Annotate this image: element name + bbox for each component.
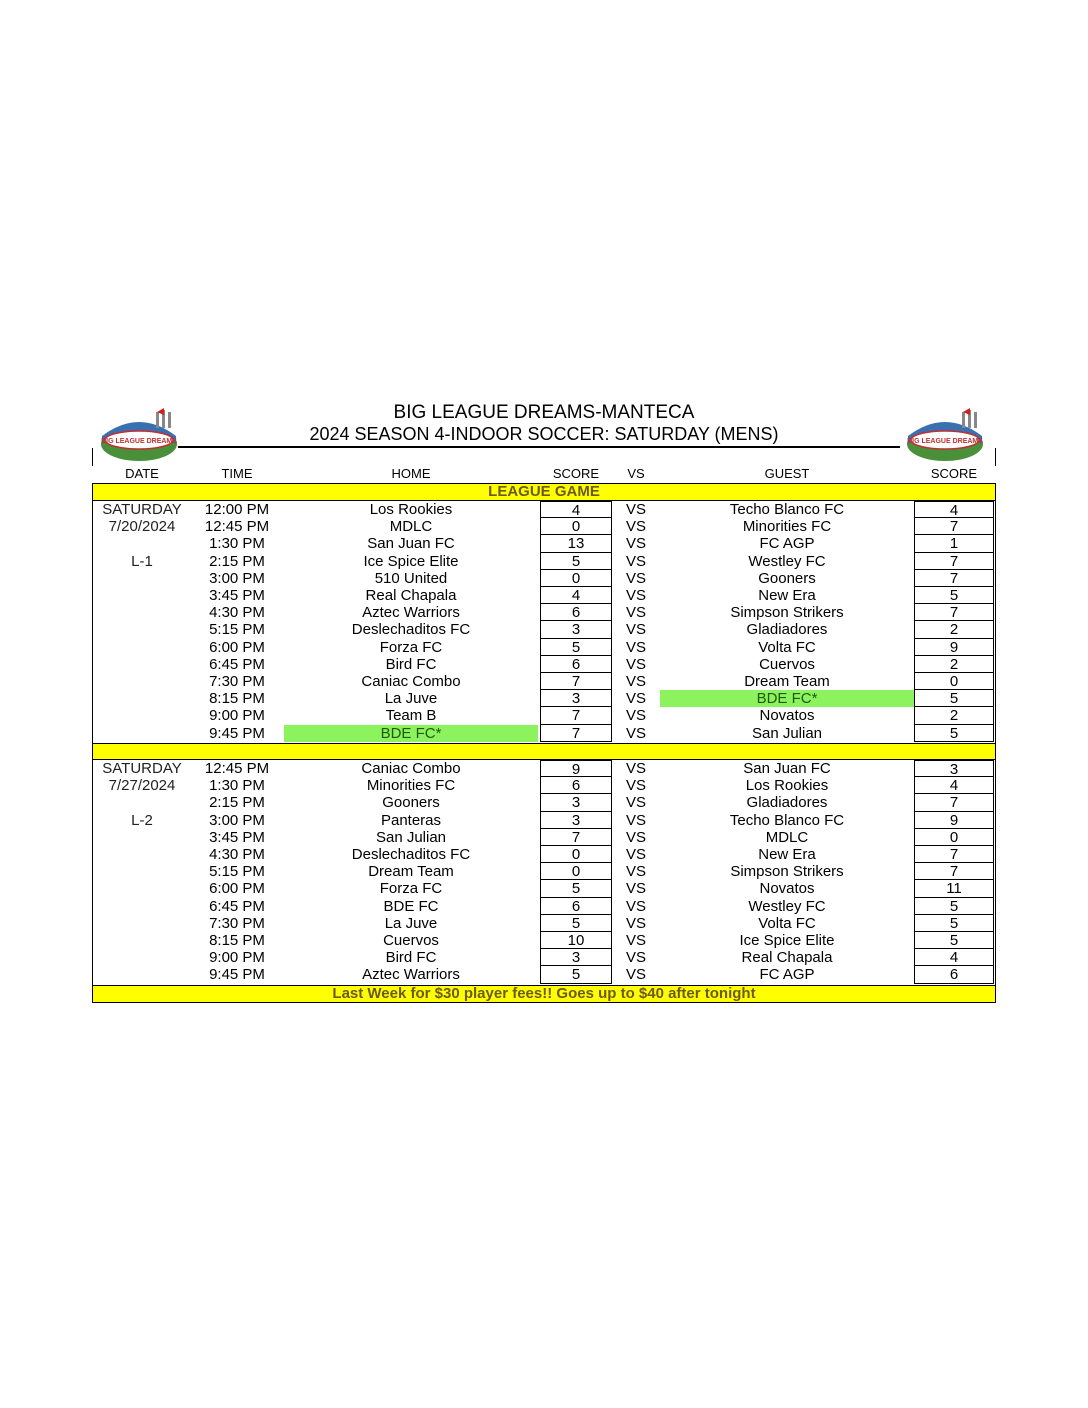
guest-team: Volta FC bbox=[758, 914, 816, 932]
vs-label: VS bbox=[625, 518, 646, 536]
table-row bbox=[92, 880, 996, 897]
date-cell bbox=[92, 604, 192, 621]
guest-score: 7 bbox=[914, 604, 994, 621]
home-team: Minorities FC bbox=[366, 777, 456, 795]
vs-label: VS bbox=[625, 949, 646, 967]
home-team: San Juan FC bbox=[367, 535, 455, 553]
vs-label: VS bbox=[625, 777, 646, 795]
home-score: 7 bbox=[540, 725, 612, 742]
vs-label: VS bbox=[625, 794, 646, 812]
home-score: 7 bbox=[540, 673, 612, 690]
guest-score: 7 bbox=[914, 846, 994, 863]
home-team: Deslechaditos FC bbox=[351, 621, 471, 639]
guest-team: Simpson Strikers bbox=[730, 604, 844, 622]
guest-score: 4 bbox=[914, 949, 994, 966]
date-cell bbox=[92, 621, 192, 638]
vs-label: VS bbox=[625, 880, 646, 898]
col-vs: VS bbox=[627, 466, 645, 481]
home-score: 0 bbox=[540, 570, 612, 587]
home-score: 7 bbox=[540, 707, 612, 724]
home-score: 5 bbox=[540, 880, 612, 897]
guest-team: Dream Team bbox=[744, 673, 830, 690]
date-cell bbox=[92, 725, 192, 742]
home-team: Real Chapala bbox=[365, 587, 457, 604]
home-score: 5 bbox=[540, 639, 612, 656]
col-guest-score: SCORE bbox=[930, 466, 978, 481]
date-cell bbox=[92, 535, 192, 552]
guest-team: Gooners bbox=[758, 569, 816, 587]
game-time: 5:15 PM bbox=[209, 863, 265, 881]
guest-team: Gladiadores bbox=[746, 621, 828, 639]
game-time: 2:15 PM bbox=[209, 794, 265, 812]
game-time: 6:45 PM bbox=[209, 655, 265, 673]
table-row bbox=[92, 794, 996, 811]
page-subtitle: 2024 SEASON 4-INDOOR SOCCER: SATURDAY (MENS) bbox=[309, 424, 779, 444]
vs-label: VS bbox=[625, 673, 646, 690]
table-row bbox=[92, 518, 996, 535]
date-cell bbox=[92, 846, 192, 863]
home-score: 5 bbox=[540, 915, 612, 932]
home-team: Aztec Warriors bbox=[362, 604, 460, 622]
date-label: 7/20/2024 bbox=[108, 518, 176, 536]
date-cell bbox=[92, 949, 192, 966]
table-row bbox=[92, 707, 996, 724]
table-frame-top bbox=[92, 448, 996, 466]
home-score: 3 bbox=[540, 690, 612, 707]
game-time: 3:45 PM bbox=[209, 587, 265, 604]
vs-label: VS bbox=[625, 569, 646, 587]
guest-score: 5 bbox=[914, 587, 994, 604]
guest-score: 5 bbox=[914, 932, 994, 949]
date-cell bbox=[92, 932, 192, 949]
home-team: BDE FC* bbox=[284, 725, 538, 742]
guest-score: 7 bbox=[914, 553, 994, 570]
table-row bbox=[92, 501, 996, 518]
game-time: 7:30 PM bbox=[209, 914, 265, 932]
date-cell bbox=[92, 707, 192, 724]
guest-team: MDLC bbox=[765, 828, 809, 846]
guest-team: New Era bbox=[758, 846, 816, 863]
date-cell bbox=[92, 690, 192, 707]
vs-label: VS bbox=[625, 897, 646, 915]
guest-team: Westley FC bbox=[748, 897, 826, 915]
home-team: Team B bbox=[385, 707, 437, 725]
guest-team: San Julian bbox=[751, 724, 823, 742]
guest-score: 3 bbox=[914, 760, 994, 777]
home-score: 6 bbox=[540, 898, 612, 915]
home-team: Bird FC bbox=[385, 655, 437, 673]
guest-team: BDE FC* bbox=[660, 690, 914, 707]
guest-team: Simpson Strikers bbox=[730, 863, 844, 881]
home-score: 6 bbox=[540, 604, 612, 621]
guest-score: 7 bbox=[914, 570, 994, 587]
home-score: 0 bbox=[540, 846, 612, 863]
guest-team: FC AGP bbox=[759, 966, 815, 984]
home-score: 0 bbox=[540, 863, 612, 880]
guest-team: Cuervos bbox=[759, 655, 815, 673]
week-separator bbox=[92, 743, 996, 760]
guest-team: Novatos bbox=[759, 707, 815, 725]
game-time: 4:30 PM bbox=[209, 846, 265, 863]
home-team: BDE FC bbox=[383, 897, 439, 915]
game-time: 12:45 PM bbox=[204, 760, 270, 777]
guest-team: New Era bbox=[758, 587, 816, 604]
guest-score: 9 bbox=[914, 639, 994, 656]
guest-team: Ice Spice Elite bbox=[739, 932, 835, 949]
day-label: SATURDAY bbox=[102, 501, 182, 518]
home-team: Forza FC bbox=[379, 880, 443, 898]
game-time: 2:15 PM bbox=[209, 552, 265, 570]
home-team: Dream Team bbox=[368, 863, 454, 881]
game-time: 12:00 PM bbox=[204, 501, 270, 518]
home-team: La Juve bbox=[384, 914, 438, 932]
guest-score: 7 bbox=[914, 863, 994, 880]
date-cell bbox=[92, 880, 192, 897]
home-team: Cuervos bbox=[383, 932, 439, 949]
table-row bbox=[92, 966, 996, 983]
guest-score: 1 bbox=[914, 535, 994, 552]
date-cell bbox=[92, 829, 192, 846]
svg-text:BIG LEAGUE DREAMS: BIG LEAGUE DREAMS bbox=[907, 438, 983, 445]
league-label: L-1 bbox=[131, 552, 153, 570]
col-home-score: SCORE bbox=[552, 466, 600, 481]
guest-team: Minorities FC bbox=[742, 518, 832, 536]
guest-team: Techo Blanco FC bbox=[729, 811, 845, 829]
table-row bbox=[92, 553, 996, 570]
home-team: Panteras bbox=[380, 811, 442, 829]
home-team: Ice Spice Elite bbox=[363, 552, 459, 570]
date-cell bbox=[92, 794, 192, 811]
game-time: 6:00 PM bbox=[209, 638, 265, 656]
date-cell bbox=[92, 966, 192, 983]
guest-score: 5 bbox=[914, 690, 994, 707]
home-score: 3 bbox=[540, 812, 612, 829]
game-time: 9:00 PM bbox=[209, 949, 265, 967]
home-team: La Juve bbox=[384, 690, 438, 708]
guest-score: 5 bbox=[914, 915, 994, 932]
table-row bbox=[92, 812, 996, 829]
vs-label: VS bbox=[625, 655, 646, 673]
home-score: 13 bbox=[540, 535, 612, 552]
vs-label: VS bbox=[625, 501, 646, 518]
game-time: 7:30 PM bbox=[209, 673, 265, 690]
vs-label: VS bbox=[625, 932, 646, 949]
game-time: 1:30 PM bbox=[209, 535, 265, 553]
guest-team: Los Rookies bbox=[745, 777, 829, 795]
table-row bbox=[92, 656, 996, 673]
game-time: 8:15 PM bbox=[209, 932, 265, 949]
game-time: 9:45 PM bbox=[209, 724, 265, 742]
home-score: 6 bbox=[540, 777, 612, 794]
table-row bbox=[92, 846, 996, 863]
home-score: 3 bbox=[540, 794, 612, 811]
home-score: 5 bbox=[540, 553, 612, 570]
vs-label: VS bbox=[625, 552, 646, 570]
table-row bbox=[92, 535, 996, 552]
home-team: Los Rookies bbox=[369, 501, 453, 518]
date-cell bbox=[92, 898, 192, 915]
guest-score: 2 bbox=[914, 656, 994, 673]
date-cell bbox=[92, 863, 192, 880]
home-score: 6 bbox=[540, 656, 612, 673]
col-guest: GUEST bbox=[764, 466, 810, 481]
table-row bbox=[92, 725, 996, 742]
table-row bbox=[92, 915, 996, 932]
vs-label: VS bbox=[625, 966, 646, 984]
game-time: 6:00 PM bbox=[209, 880, 265, 898]
home-score: 9 bbox=[540, 760, 612, 777]
table-row bbox=[92, 690, 996, 707]
home-team: Caniac Combo bbox=[361, 673, 461, 690]
col-time: TIME bbox=[221, 466, 253, 481]
league-label: L-2 bbox=[131, 811, 153, 829]
home-team: Forza FC bbox=[379, 638, 443, 656]
guest-score: 6 bbox=[914, 966, 994, 983]
guest-score: 0 bbox=[914, 673, 994, 690]
guest-team: Westley FC bbox=[748, 552, 826, 570]
home-score: 4 bbox=[540, 587, 612, 604]
vs-label: VS bbox=[625, 621, 646, 639]
guest-team: Techo Blanco FC bbox=[729, 501, 845, 518]
svg-text:BIG LEAGUE DREAMS: BIG LEAGUE DREAMS bbox=[101, 438, 177, 445]
table-row bbox=[92, 639, 996, 656]
game-time: 8:15 PM bbox=[209, 690, 265, 708]
table-row bbox=[92, 829, 996, 846]
table-row bbox=[92, 604, 996, 621]
home-score: 3 bbox=[540, 621, 612, 638]
vs-label: VS bbox=[625, 846, 646, 863]
home-team: San Julian bbox=[375, 828, 447, 846]
date-cell bbox=[92, 915, 192, 932]
col-home: HOME bbox=[391, 466, 431, 481]
guest-team: Novatos bbox=[759, 880, 815, 898]
vs-label: VS bbox=[625, 587, 646, 604]
vs-label: VS bbox=[625, 760, 646, 777]
date-cell bbox=[92, 673, 192, 690]
home-team: Deslechaditos FC bbox=[351, 846, 471, 863]
table-row bbox=[92, 898, 996, 915]
guest-score: 7 bbox=[914, 518, 994, 535]
home-team: Caniac Combo bbox=[361, 760, 461, 777]
game-time: 6:45 PM bbox=[209, 897, 265, 915]
guest-score: 11 bbox=[914, 880, 994, 897]
guest-score: 0 bbox=[914, 829, 994, 846]
guest-team: FC AGP bbox=[759, 535, 815, 553]
guest-score: 5 bbox=[914, 898, 994, 915]
table-row bbox=[92, 673, 996, 690]
page-title: BIG LEAGUE DREAMS-MANTECA bbox=[393, 402, 695, 423]
home-team: Gooners bbox=[382, 794, 440, 812]
home-score: 4 bbox=[540, 501, 612, 518]
guest-score: 5 bbox=[914, 725, 994, 742]
game-time: 1:30 PM bbox=[209, 777, 265, 795]
guest-score: 4 bbox=[914, 501, 994, 518]
home-team: 510 United bbox=[374, 569, 448, 587]
game-time: 3:45 PM bbox=[209, 828, 265, 846]
game-time: 12:45 PM bbox=[204, 518, 270, 536]
home-score: 10 bbox=[540, 932, 612, 949]
vs-label: VS bbox=[625, 690, 646, 708]
guest-score: 2 bbox=[914, 621, 994, 638]
vs-label: VS bbox=[625, 535, 646, 553]
footer-note: Last Week for $30 player fees!! Goes up to $40 after tonight bbox=[92, 985, 996, 1003]
game-time: 9:45 PM bbox=[209, 966, 265, 984]
guest-team: San Juan FC bbox=[743, 760, 831, 777]
vs-label: VS bbox=[625, 863, 646, 881]
table-row bbox=[92, 760, 996, 777]
table-row bbox=[92, 777, 996, 794]
game-time: 9:00 PM bbox=[209, 707, 265, 725]
guest-team: Volta FC bbox=[758, 638, 816, 656]
vs-label: VS bbox=[625, 604, 646, 622]
vs-label: VS bbox=[625, 914, 646, 932]
home-team: MDLC bbox=[389, 518, 433, 536]
vs-label: VS bbox=[625, 638, 646, 656]
col-date: DATE bbox=[125, 466, 159, 481]
vs-label: VS bbox=[625, 724, 646, 742]
date-cell bbox=[92, 639, 192, 656]
home-team: Aztec Warriors bbox=[362, 966, 460, 984]
game-time: 5:15 PM bbox=[209, 621, 265, 639]
guest-team: Real Chapala bbox=[741, 949, 833, 967]
column-headers bbox=[92, 466, 996, 482]
vs-label: VS bbox=[625, 707, 646, 725]
game-time: 3:00 PM bbox=[209, 811, 265, 829]
table-row bbox=[92, 570, 996, 587]
table-row bbox=[92, 587, 996, 604]
day-label: SATURDAY bbox=[102, 760, 182, 777]
vs-label: VS bbox=[625, 811, 646, 829]
guest-score: 4 bbox=[914, 777, 994, 794]
table-row bbox=[92, 863, 996, 880]
guest-score: 7 bbox=[914, 794, 994, 811]
guest-score: 2 bbox=[914, 707, 994, 724]
vs-label: VS bbox=[625, 828, 646, 846]
home-score: 0 bbox=[540, 518, 612, 535]
home-score: 7 bbox=[540, 829, 612, 846]
date-cell bbox=[92, 656, 192, 673]
league-game-banner: LEAGUE GAME bbox=[92, 483, 996, 501]
game-time: 3:00 PM bbox=[209, 569, 265, 587]
date-cell bbox=[92, 570, 192, 587]
guest-team: Gladiadores bbox=[746, 794, 828, 812]
date-label: 7/27/2024 bbox=[108, 777, 176, 795]
guest-score: 9 bbox=[914, 812, 994, 829]
home-score: 5 bbox=[540, 966, 612, 983]
table-row bbox=[92, 621, 996, 638]
table-row bbox=[92, 932, 996, 949]
game-time: 4:30 PM bbox=[209, 604, 265, 622]
home-score: 3 bbox=[540, 949, 612, 966]
home-team: Bird FC bbox=[385, 949, 437, 967]
date-cell bbox=[92, 587, 192, 604]
table-row bbox=[92, 949, 996, 966]
